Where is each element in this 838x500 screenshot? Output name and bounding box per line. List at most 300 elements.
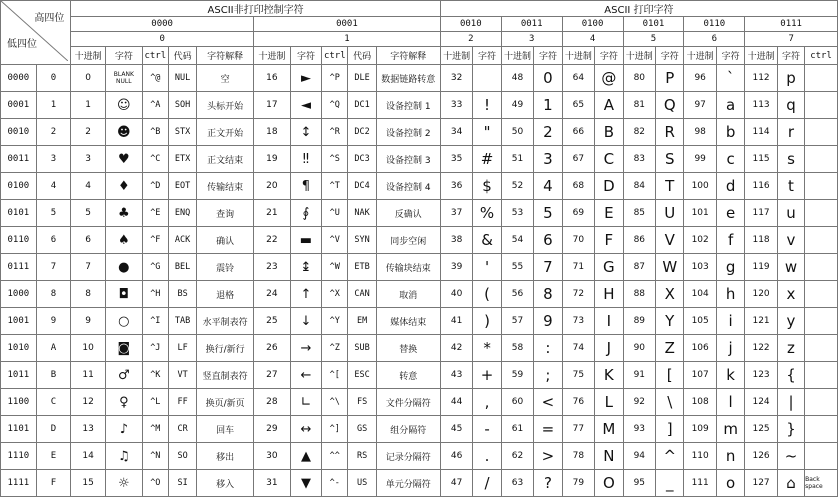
cell-char: [ (656, 362, 684, 389)
row-binary: 1001 (1, 308, 37, 335)
cell-explanation: 反确认 (376, 200, 440, 227)
table-row (1, 281, 838, 308)
cell-code: LF (168, 335, 196, 362)
cell-symbol: ♪ (105, 416, 142, 443)
table-row (1, 335, 838, 362)
cell-symbol: ∮ (290, 200, 321, 227)
cell-explanation: 移出 (197, 443, 254, 470)
cell-ctrl: ^N (142, 443, 168, 470)
row-hex: A (36, 335, 71, 362)
cell-char: y (777, 308, 804, 335)
cell-symbol: ☼ (105, 470, 142, 497)
cell-explanation: 查询 (197, 200, 254, 227)
cell-decimal: 31 (253, 470, 290, 497)
cell-decimal: 34 (440, 119, 473, 146)
colhead-dec: 十进制 (562, 47, 595, 65)
cell-decimal: 7 (71, 254, 106, 281)
row-binary: 0000 (1, 65, 37, 92)
table-row (1, 254, 838, 281)
cell-decimal: 99 (684, 146, 717, 173)
cell-decimal: 102 (684, 227, 717, 254)
cell-decimal: 118 (745, 227, 778, 254)
cell-decimal: 110 (684, 443, 717, 470)
cell-code: VT (168, 362, 196, 389)
cell-ctrl (805, 281, 838, 308)
table-row (1, 92, 838, 119)
cell-ctrl: ^U (322, 200, 348, 227)
cell-explanation: 换页/新页 (197, 389, 254, 416)
cell-code: CAN (348, 281, 376, 308)
cell-decimal: 41 (440, 308, 473, 335)
cell-char: d (716, 173, 744, 200)
cell-ctrl (805, 362, 838, 389)
row-binary: 1110 (1, 443, 37, 470)
cell-char: 9 (534, 308, 562, 335)
cell-code: STX (168, 119, 196, 146)
cell-symbol: ♂ (105, 362, 142, 389)
table-corner (1, 1, 71, 65)
cell-code: DC2 (348, 119, 376, 146)
cell-ctrl: ^P (322, 65, 348, 92)
cell-decimal: 11 (71, 362, 106, 389)
cell-code: US (348, 470, 376, 497)
row-hex: 0 (36, 65, 71, 92)
cell-char: Q (656, 92, 684, 119)
colhead-char: 字符 (595, 47, 623, 65)
table-row (1, 416, 838, 443)
cell-decimal: 112 (745, 65, 778, 92)
cell-explanation: 竖直制表符 (197, 362, 254, 389)
cell-char: \ (656, 389, 684, 416)
cell-char: # (473, 146, 501, 173)
cell-char: K (595, 362, 623, 389)
cell-char: h (716, 281, 744, 308)
cell-code: NAK (348, 200, 376, 227)
cell-decimal: 13 (71, 416, 106, 443)
colhead-char: 字符 (105, 47, 142, 65)
cell-decimal: 72 (562, 281, 595, 308)
cell-symbol: ► (290, 65, 321, 92)
table-row (1, 443, 838, 470)
cell-decimal: 123 (745, 362, 778, 389)
cell-decimal: 26 (253, 335, 290, 362)
row-hex: 5 (36, 200, 71, 227)
cell-char: U (656, 200, 684, 227)
row-binary: 1010 (1, 335, 37, 362)
cell-decimal: 73 (562, 308, 595, 335)
row-hex: B (36, 362, 71, 389)
row-binary: 0111 (1, 254, 37, 281)
cell-char: ! (473, 92, 501, 119)
cell-decimal: 88 (623, 281, 656, 308)
cell-explanation: 移入 (197, 470, 254, 497)
cell-ctrl: ^L (142, 389, 168, 416)
cell-char: u (777, 200, 804, 227)
cell-decimal: 91 (623, 362, 656, 389)
cell-ctrl (805, 416, 838, 443)
cell-ctrl: ^Q (322, 92, 348, 119)
cell-explanation: 头标开始 (197, 92, 254, 119)
cell-decimal: 67 (562, 146, 595, 173)
cell-char: k (716, 362, 744, 389)
cell-decimal: 32 (440, 65, 473, 92)
cell-decimal: 39 (440, 254, 473, 281)
group-dec-1: 1 (253, 32, 440, 47)
cell-char: - (473, 416, 501, 443)
cell-explanation: 数据链路转意 (376, 65, 440, 92)
group-dec-2: 2 (440, 32, 501, 47)
cell-decimal: 35 (440, 146, 473, 173)
cell-decimal: 52 (501, 173, 534, 200)
cell-ctrl: ^C (142, 146, 168, 173)
cell-char: A (595, 92, 623, 119)
cell-ctrl: ^- (322, 470, 348, 497)
cell-decimal: 122 (745, 335, 778, 362)
cell-decimal: 79 (562, 470, 595, 497)
cell-decimal: 80 (623, 65, 656, 92)
cell-code: GS (348, 416, 376, 443)
cell-decimal: 28 (253, 389, 290, 416)
cell-decimal: 116 (745, 173, 778, 200)
cell-decimal: 59 (501, 362, 534, 389)
cell-decimal: 29 (253, 416, 290, 443)
cell-ctrl: ^\ (322, 389, 348, 416)
group-bits-1: 0001 (253, 17, 440, 32)
group-bits-2: 0010 (440, 17, 501, 32)
cell-char: P (656, 65, 684, 92)
row-hex: 6 (36, 227, 71, 254)
table-row (1, 65, 838, 92)
cell-decimal: 1 (71, 92, 106, 119)
cell-decimal: 43 (440, 362, 473, 389)
cell-decimal: 44 (440, 389, 473, 416)
cell-ctrl: ^[ (322, 362, 348, 389)
cell-decimal: 92 (623, 389, 656, 416)
cell-ctrl: ^J (142, 335, 168, 362)
cell-char: z (777, 335, 804, 362)
cell-char: $ (473, 173, 501, 200)
row-binary: 1011 (1, 362, 37, 389)
section-print-title: ASCII 打印字符 (440, 1, 837, 17)
group-dec-5: 5 (623, 32, 684, 47)
cell-char: } (777, 416, 804, 443)
cell-decimal: 117 (745, 200, 778, 227)
cell-char: > (534, 443, 562, 470)
row-hex: 7 (36, 254, 71, 281)
colhead-dec: 十进制 (623, 47, 656, 65)
cell-ctrl: ^K (142, 362, 168, 389)
cell-explanation: 设备控制 2 (376, 119, 440, 146)
cell-code: SYN (348, 227, 376, 254)
cell-code: BEL (168, 254, 196, 281)
cell-decimal: 106 (684, 335, 717, 362)
table-row (1, 200, 838, 227)
cell-ctrl: ^M (142, 416, 168, 443)
colhead-expl: 字符解释 (197, 47, 254, 65)
cell-char: E (595, 200, 623, 227)
cell-decimal: 62 (501, 443, 534, 470)
table-row (1, 119, 838, 146)
cell-code: ETX (168, 146, 196, 173)
cell-decimal: 10 (71, 335, 106, 362)
cell-char: t (777, 173, 804, 200)
cell-decimal: 54 (501, 227, 534, 254)
cell-code: ACK (168, 227, 196, 254)
cell-char: = (534, 416, 562, 443)
cell-char: e (716, 200, 744, 227)
cell-char: 4 (534, 173, 562, 200)
row-hex: 2 (36, 119, 71, 146)
cell-char: ) (473, 308, 501, 335)
cell-decimal: 12 (71, 389, 106, 416)
cell-char: c (716, 146, 744, 173)
cell-explanation: 取消 (376, 281, 440, 308)
cell-symbol: ‼ (290, 146, 321, 173)
cell-char: p (777, 65, 804, 92)
cell-decimal: 115 (745, 146, 778, 173)
cell-symbol: ↨ (290, 254, 321, 281)
cell-symbol: ◄ (290, 92, 321, 119)
cell-symbol: ↓ (290, 308, 321, 335)
cell-explanation: 替换 (376, 335, 440, 362)
cell-ctrl: ^^ (322, 443, 348, 470)
cell-decimal: 22 (253, 227, 290, 254)
table-row (1, 362, 838, 389)
cell-char: w (777, 254, 804, 281)
group-dec-0: 0 (71, 32, 254, 47)
cell-char: 7 (534, 254, 562, 281)
cell-char: r (777, 119, 804, 146)
group-bits-3: 0011 (501, 17, 562, 32)
cell-char: ? (534, 470, 562, 497)
cell-char (473, 65, 501, 92)
cell-explanation: 设备控制 4 (376, 173, 440, 200)
colhead-ctrl: ctrl (322, 47, 348, 65)
cell-code: DLE (348, 65, 376, 92)
cell-char: q (777, 92, 804, 119)
cell-decimal: 21 (253, 200, 290, 227)
cell-ctrl: ^D (142, 173, 168, 200)
cell-code: SOH (168, 92, 196, 119)
cell-decimal: 103 (684, 254, 717, 281)
group-dec-3: 3 (501, 32, 562, 47)
cell-symbol: ♫ (105, 443, 142, 470)
colhead-dec: 十进制 (253, 47, 290, 65)
cell-decimal: 36 (440, 173, 473, 200)
cell-code: NUL (168, 65, 196, 92)
cell-decimal: 78 (562, 443, 595, 470)
cell-explanation: 传输块结束 (376, 254, 440, 281)
cell-decimal: 94 (623, 443, 656, 470)
cell-char: s (777, 146, 804, 173)
cell-decimal: 2 (71, 119, 106, 146)
cell-decimal: 90 (623, 335, 656, 362)
cell-char: . (473, 443, 501, 470)
table-row (1, 146, 838, 173)
colhead-dec: 十进制 (501, 47, 534, 65)
cell-decimal: 119 (745, 254, 778, 281)
corner-low-label: 低四位 (7, 39, 37, 50)
cell-ctrl (805, 200, 838, 227)
cell-decimal: 107 (684, 362, 717, 389)
colhead-expl: 字符解释 (376, 47, 440, 65)
row-binary: 0010 (1, 119, 37, 146)
row-binary: 0101 (1, 200, 37, 227)
cell-char: : (534, 335, 562, 362)
cell-explanation: 文件分隔符 (376, 389, 440, 416)
group-bits-7: 0111 (745, 17, 838, 32)
cell-ctrl: ^Y (322, 308, 348, 335)
cell-decimal: 53 (501, 200, 534, 227)
cell-decimal: 60 (501, 389, 534, 416)
cell-code: RS (348, 443, 376, 470)
cell-code: EM (348, 308, 376, 335)
cell-char: B (595, 119, 623, 146)
cell-decimal: 37 (440, 200, 473, 227)
cell-code: SO (168, 443, 196, 470)
cell-char: N (595, 443, 623, 470)
cell-char: V (656, 227, 684, 254)
cell-char: & (473, 227, 501, 254)
cell-symbol: ☺ (105, 92, 142, 119)
group-bits-5: 0101 (623, 17, 684, 32)
cell-ctrl: Back space (805, 470, 838, 497)
cell-char: R (656, 119, 684, 146)
cell-symbol: ◙ (105, 335, 142, 362)
cell-char: O (595, 470, 623, 497)
cell-ctrl (805, 92, 838, 119)
cell-char: a (716, 92, 744, 119)
colhead-code: 代码 (348, 47, 376, 65)
cell-code: SUB (348, 335, 376, 362)
row-binary: 1101 (1, 416, 37, 443)
cell-ctrl: ^F (142, 227, 168, 254)
cell-decimal: 55 (501, 254, 534, 281)
row-hex: 4 (36, 173, 71, 200)
cell-decimal: 20 (253, 173, 290, 200)
cell-decimal: 81 (623, 92, 656, 119)
cell-decimal: 63 (501, 470, 534, 497)
cell-decimal: 98 (684, 119, 717, 146)
row-hex: 9 (36, 308, 71, 335)
cell-code: FF (168, 389, 196, 416)
cell-decimal: 51 (501, 146, 534, 173)
cell-decimal: 38 (440, 227, 473, 254)
row-binary: 1100 (1, 389, 37, 416)
cell-char: ~ (777, 443, 804, 470)
cell-symbol: BLANK NULL (105, 65, 142, 92)
colhead-char: 字符 (473, 47, 501, 65)
cell-explanation: 设备控制 3 (376, 146, 440, 173)
cell-code: TAB (168, 308, 196, 335)
colhead-ctrl: ctrl (142, 47, 168, 65)
cell-decimal: 93 (623, 416, 656, 443)
cell-decimal: 19 (253, 146, 290, 173)
cell-ctrl: ^B (142, 119, 168, 146)
cell-char: v (777, 227, 804, 254)
cell-char: o (716, 470, 744, 497)
cell-ctrl: ^X (322, 281, 348, 308)
cell-decimal: 16 (253, 65, 290, 92)
cell-char: b (716, 119, 744, 146)
group-bits-0: 0000 (71, 17, 254, 32)
cell-ctrl: ^I (142, 308, 168, 335)
cell-char: S (656, 146, 684, 173)
cell-ctrl (805, 173, 838, 200)
cell-decimal: 95 (623, 470, 656, 497)
cell-decimal: 83 (623, 146, 656, 173)
cell-decimal: 46 (440, 443, 473, 470)
cell-symbol: ↔ (290, 416, 321, 443)
cell-decimal: 40 (440, 281, 473, 308)
cell-decimal: 111 (684, 470, 717, 497)
cell-ctrl: ^@ (142, 65, 168, 92)
cell-code: DC1 (348, 92, 376, 119)
cell-symbol: ○ (105, 308, 142, 335)
cell-char: X (656, 281, 684, 308)
cell-code: DC4 (348, 173, 376, 200)
cell-char: ] (656, 416, 684, 443)
cell-char: Y (656, 308, 684, 335)
cell-explanation: 回车 (197, 416, 254, 443)
cell-ctrl (805, 146, 838, 173)
row-hex: 1 (36, 92, 71, 119)
cell-code: SI (168, 470, 196, 497)
cell-decimal: 8 (71, 281, 106, 308)
cell-explanation: 单元分隔符 (376, 470, 440, 497)
cell-explanation: 正文结束 (197, 146, 254, 173)
cell-ctrl: ^V (322, 227, 348, 254)
colhead-char: 字符 (290, 47, 321, 65)
row-binary: 0001 (1, 92, 37, 119)
cell-char: ; (534, 362, 562, 389)
cell-char: G (595, 254, 623, 281)
cell-decimal: 65 (562, 92, 595, 119)
cell-ctrl: ^T (322, 173, 348, 200)
cell-decimal: 109 (684, 416, 717, 443)
cell-decimal: 66 (562, 119, 595, 146)
cell-ctrl (805, 119, 838, 146)
cell-decimal: 47 (440, 470, 473, 497)
group-bits-6: 0110 (684, 17, 745, 32)
cell-decimal: 48 (501, 65, 534, 92)
cell-decimal: 15 (71, 470, 106, 497)
cell-char: ' (473, 254, 501, 281)
cell-decimal: 120 (745, 281, 778, 308)
section-nonprint-title: ASCII非打印控制字符 (71, 1, 441, 17)
cell-char: ` (716, 65, 744, 92)
cell-decimal: 17 (253, 92, 290, 119)
cell-decimal: 50 (501, 119, 534, 146)
cell-explanation: 转意 (376, 362, 440, 389)
cell-ctrl: ^S (322, 146, 348, 173)
group-dec-4: 4 (562, 32, 623, 47)
cell-symbol: ▲ (290, 443, 321, 470)
cell-char: Z (656, 335, 684, 362)
cell-decimal: 5 (71, 200, 106, 227)
cell-char: T (656, 173, 684, 200)
cell-code: ETB (348, 254, 376, 281)
cell-symbol: ♀ (105, 389, 142, 416)
cell-explanation: 同步空闲 (376, 227, 440, 254)
cell-decimal: 75 (562, 362, 595, 389)
cell-char: W (656, 254, 684, 281)
cell-explanation: 传输结束 (197, 173, 254, 200)
cell-decimal: 30 (253, 443, 290, 470)
cell-ctrl (805, 335, 838, 362)
cell-symbol: ● (105, 254, 142, 281)
cell-char: 3 (534, 146, 562, 173)
